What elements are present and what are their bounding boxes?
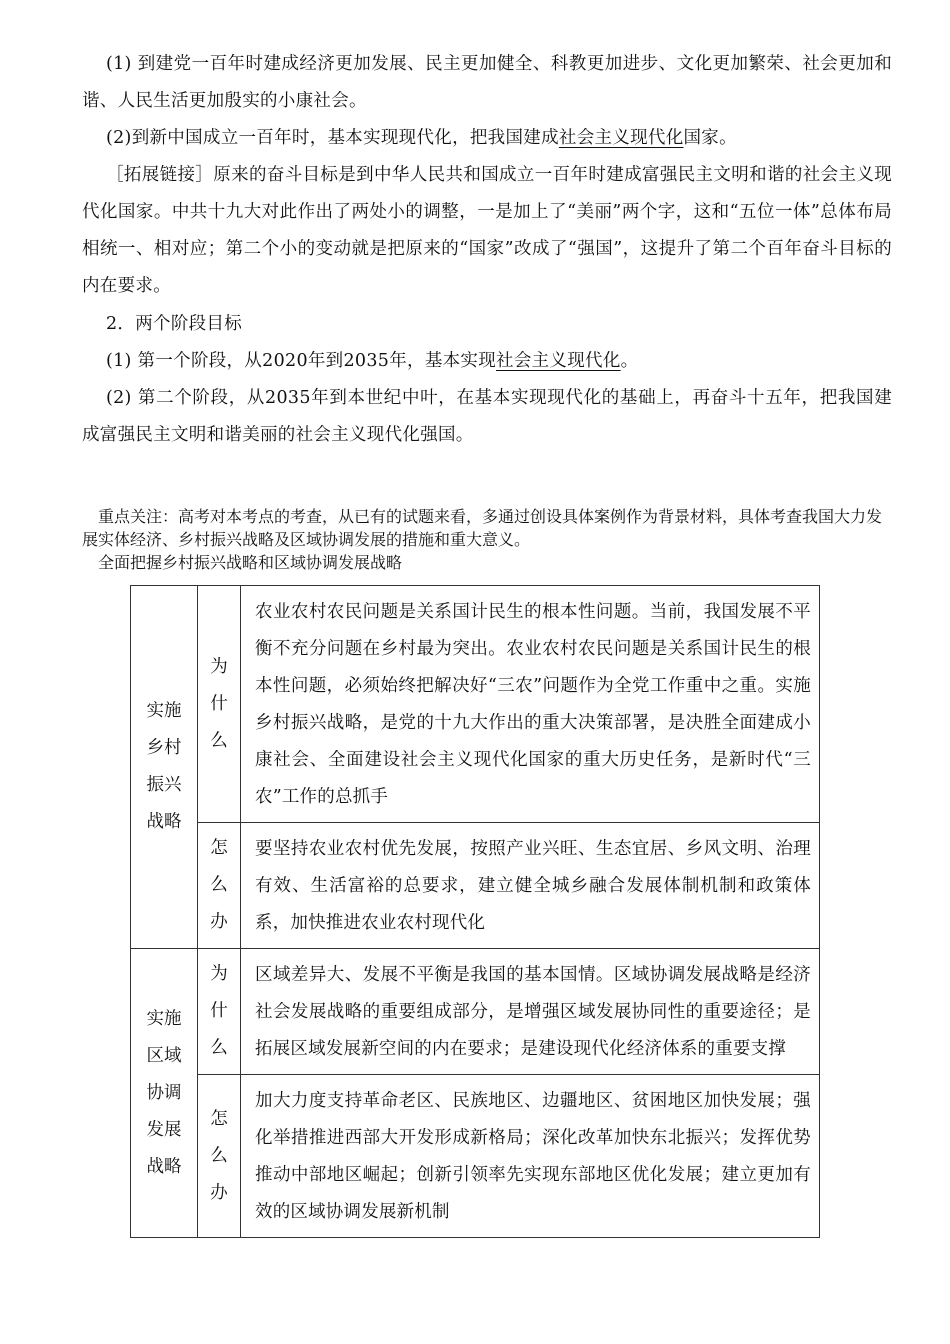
strategy-name-cell: 实施乡村振兴战略 [131, 586, 198, 949]
why-text-cell: 农业农村农民问题是关系国计民生的根本性问题。当前，我国发展不平衡不充分问题在乡村最为突出。农业农村农民问题是关系国计民生的根本性问题，必须始终把解决好“三农”问题作为全党工作重中之重。实施乡村振兴战略，是党的十九大作出的重大决策部署，是决胜全面建成小康社会、全面建设社会主义现代化国家的重大历史任务，是新时代“三农”工作的总抓手 [241, 586, 820, 823]
stage-2-paragraph: (2) 第二个阶段，从2035年到本世纪中叶，在基本实现现代化的基础上，再奋斗十五年，把我国建成富强民主文明和谐美丽的社会主义现代化强国。 [82, 388, 892, 445]
extension-link-paragraph: ［拓展链接］原来的奋斗目标是到中华人民共和国成立一百年时建成富强民主文明和谐的社会主义现代化国家。中共十九大对此作出了两处小的调整，一是加上了“美丽”两个字，这和“五位一体”总体布局相统一、相对应；第二个小的变动就是把原来的“国家”改成了“强国”，这提升了第二个百年奋斗目标的内在要求。 [82, 165, 892, 296]
table-row [131, 586, 820, 823]
stage-1-paragraph: (1) 第一个阶段，从2020年到2035年，基本实现社会主义现代化。 [106, 351, 639, 371]
how-text-cell: 要坚持农业农村优先发展，按照产业兴旺、生态宜居、乡风文明、治理有效、生活富裕的总要求，建立健全城乡融合发展体制机制和政策体系，加快推进农业农村现代化 [241, 823, 820, 949]
how-label-cell: 怎么办 [198, 823, 241, 949]
strategy-name-cell: 实施区域协调发展战略 [131, 949, 198, 1238]
stages-heading: 2．两个阶段目标 [106, 314, 243, 334]
strategy-table [130, 585, 820, 1238]
goal-paragraph-1: (1) 到建党一百年时建成经济更加发展、民主更加健全、科教更加进步、文化更加繁荣、社会更加和谐、人民生活更加殷实的小康社会。 [82, 54, 892, 111]
focus-note: 重点关注：高考对本考点的考查，从已有的试题来看，多通过创设具体案例作为背景材料，具体考查我国大力发展实体经济、乡村振兴战略及区域协调发展的措施和重大意义。 [82, 507, 883, 549]
how-text-cell: 加大力度支持革命老区、民族地区、边疆地区、贫困地区加快发展；强化举措推进西部大开发形成新格局；深化改革加快东北振兴；发挥优势推动中部地区崛起；创新引领率先实现东部地区优化发展；建立更加有效的区域协调发展新机制 [241, 1075, 820, 1238]
underlined-term: 社会主义现代化 [558, 128, 684, 148]
table-row [131, 823, 820, 949]
why-label-cell: 为什么 [198, 949, 241, 1075]
table-row [131, 949, 820, 1075]
why-text-cell: 区域差异大、发展不平衡是我国的基本国情。区域协调发展战略是经济社会发展战略的重要组成部分，是增强区域发展协同性的重要途径；是拓展区域发展新空间的内在要求；是建设现代化经济体系的重要支撑 [241, 949, 820, 1075]
underlined-term: 社会主义现代化 [496, 351, 621, 371]
table-title: 全面把握乡村振兴战略和区域协调发展战略 [98, 553, 403, 572]
how-label-cell: 怎么办 [198, 1075, 241, 1238]
why-label-cell: 为什么 [198, 586, 241, 823]
goal-paragraph-2: (2)到新中国成立一百年时，基本实现现代化，把我国建成社会主义现代化国家。 [106, 128, 737, 148]
table-row [131, 1075, 820, 1238]
